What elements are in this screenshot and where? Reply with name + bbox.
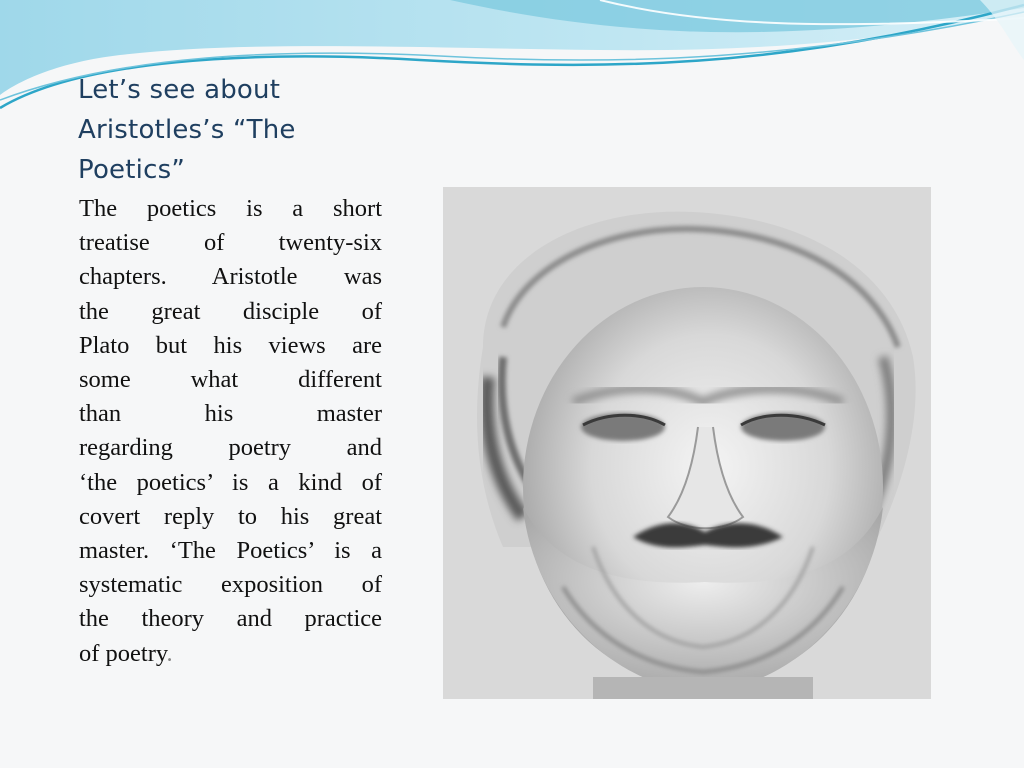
body-end-punctuation: . <box>166 639 173 667</box>
body-line: of poetry <box>79 639 167 667</box>
body-line: some what different <box>79 366 382 394</box>
slide-body-text <box>79 192 382 671</box>
slide-title <box>78 70 378 190</box>
body-line: covert reply to his great <box>79 502 382 530</box>
aristotle-bust-image <box>443 187 931 699</box>
body-line: The poetics is a short <box>79 195 382 222</box>
bust-illustration <box>443 187 931 699</box>
body-line: systematic exposition of <box>79 571 382 599</box>
body-line: regarding poetry and <box>79 434 382 462</box>
body-line-last <box>79 637 382 671</box>
body-line: ‘the poetics’ is a kind of <box>79 468 382 496</box>
body-line: the great disciple of <box>79 297 382 325</box>
body-line: Plato but his views are <box>79 331 382 359</box>
body-line: treatise of twenty-six <box>79 229 382 257</box>
title-line: Aristotles’s “The <box>78 115 296 145</box>
title-line: Poetics” <box>78 155 185 185</box>
title-line: Let’s see about <box>78 75 281 105</box>
body-line: master. ‘The Poetics’ is a <box>79 537 382 565</box>
body-line: the theory and practice <box>79 605 382 633</box>
body-line: than his master <box>79 400 382 428</box>
body-line: chapters. Aristotle was <box>79 263 382 291</box>
